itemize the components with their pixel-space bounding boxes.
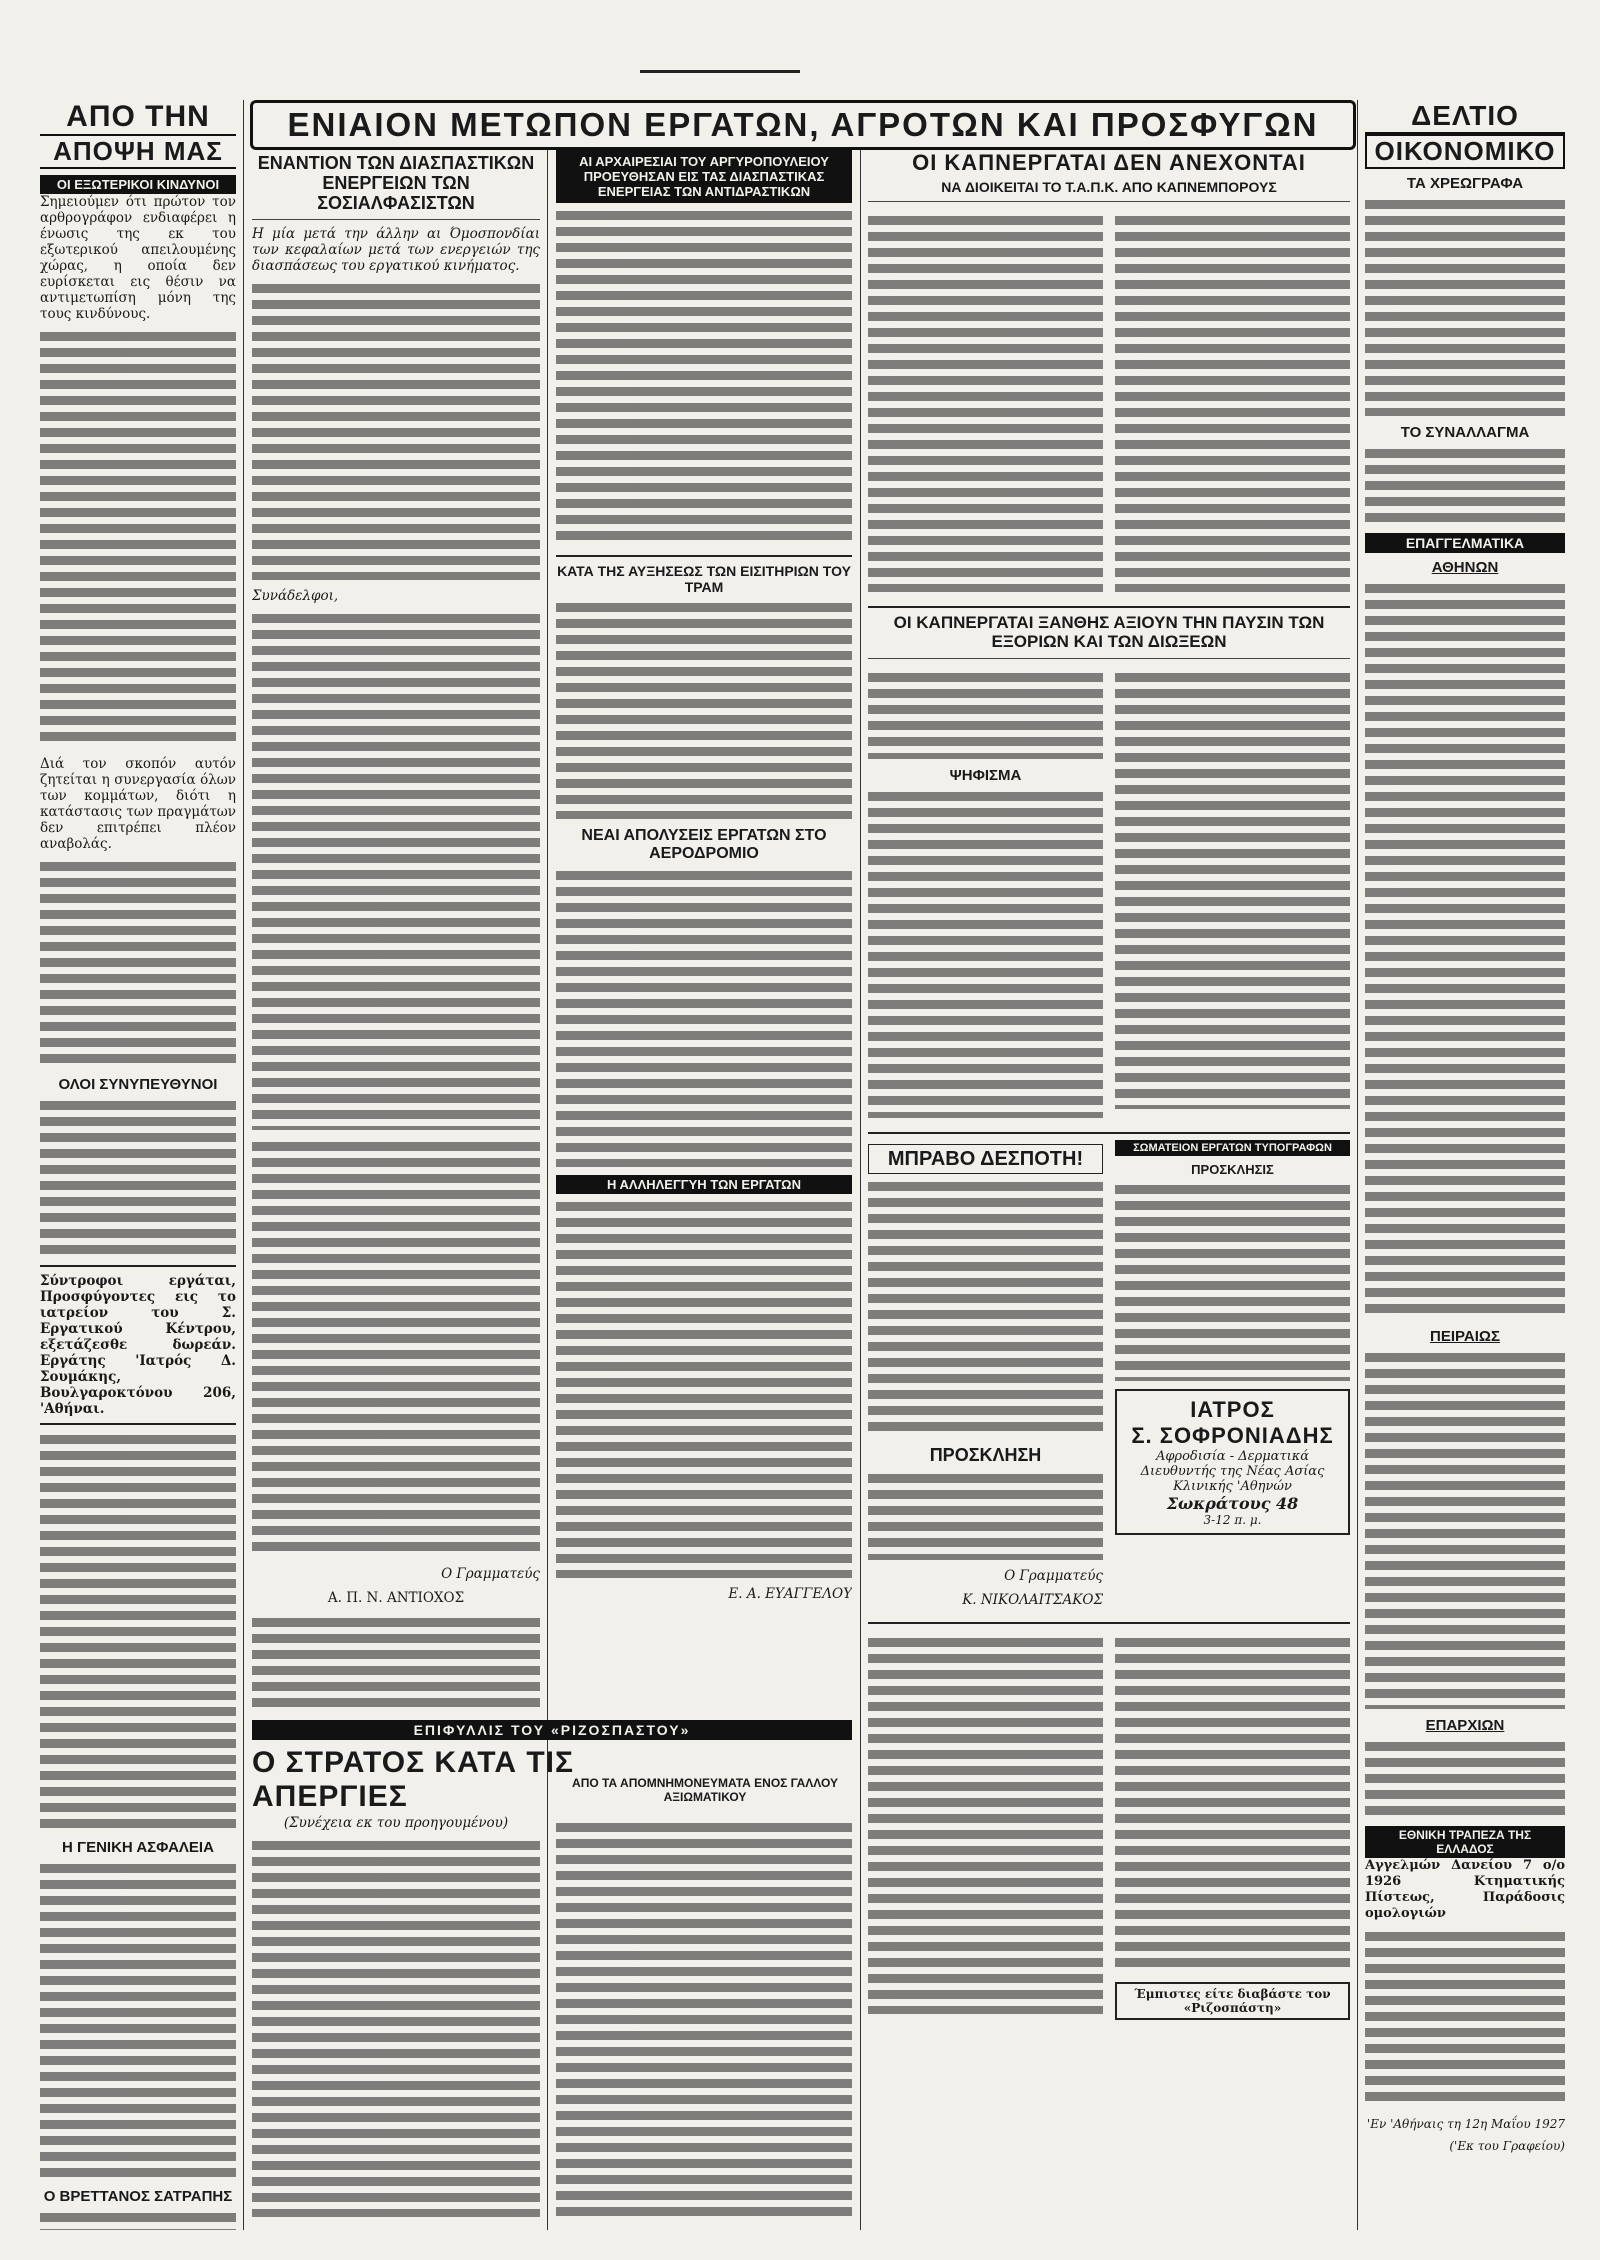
- ad-line: Διευθυντής της Νέας Ασίας: [1140, 1463, 1325, 1479]
- column-rule: [1357, 100, 1358, 2230]
- column-4: [868, 150, 1350, 2230]
- section-heading: ΤΑ ΧΡΕΩΓΡΑΦΑ: [1406, 175, 1524, 192]
- column-rule: [860, 100, 861, 2230]
- ad-title: ΙΑΤΡΟΣ: [1190, 1396, 1275, 1422]
- article-title: ΕΝΑΝΤΙΟΝ ΤΩΝ ΔΙΑΣΠΑΣΤΙΚΩΝ ΕΝΕΡΓΕΙΩΝ ΤΩΝ ΣΟΣΙΑΛΦΑΣΙΣΤΩΝ: [257, 153, 535, 213]
- body-col: [868, 665, 1103, 1126]
- section-heading: Η ΓΕΝΙΚΗ ΑΣΦΑΛΕΙΑ: [62, 1839, 214, 1856]
- article-title: ΑΙ ΑΡΧΑΙΡΕΣΙΑΙ ΤΟΥ ΑΡΓΥΡΟΠΟΥΛΕΙΟΥ ΠΡΟΕΥΘΗΣΑΝ ΕΙΣ ΤΑΣ ΔΙΑΣΠΑΣΤΙΚΑΣ ΕΝΕΡΓΕΙΑΣ ΤΩΝ ΑΝΤΙΔΡΑΣΤΙΚΩΝ: [556, 150, 852, 203]
- serial-subtitle-box: [560, 1770, 850, 1808]
- section-heading: ΠΕΙΡΑΙΩΣ: [1430, 1328, 1500, 1345]
- article-body: [252, 1614, 540, 1714]
- article-body: [40, 1860, 236, 2180]
- section-heading: ΟΛΟΙ ΣΥΝΥΠΕΥΘΥΝΟΙ: [58, 1076, 218, 1093]
- article-title: ΟΙ ΚΑΠΝΕΡΓΑΤΑΙ ΔΕΝ ΑΝΕΧΟΝΤΑΙ: [912, 150, 1306, 175]
- section-heading: ΕΠΑΓΓΕΛΜΑΤΙΚΑ: [1365, 533, 1565, 553]
- main-banner: ΕΝΙΑΙΟΝ ΜΕΤΩΠΟΝ ΕΡΓΑΤΩΝ, ΑΓΡΟΤΩΝ ΚΑΙ ΠΡΟΣΦΥΓΩΝ: [250, 100, 1356, 150]
- serial-body-left: [252, 1815, 540, 2225]
- body-col: [868, 1140, 1103, 1616]
- article-title: ΜΠΡΑΒΟ ΔΕΣΠΟΤΗ!: [868, 1144, 1103, 1174]
- ad-line: Αφροδισία - Δερματικά: [1155, 1448, 1310, 1464]
- section-heading: ΠΡΟΣΚΛΗΣΗ: [929, 1444, 1042, 1465]
- ad-line: Κλινικής 'Αθηνών: [1173, 1478, 1292, 1494]
- article-body: [556, 867, 852, 1167]
- serial-title: Ο ΣΤΡΑΤΟΣ ΚΑΤΑ ΤΙΣ ΑΠΕΡΓΙΕΣ: [252, 1746, 575, 1813]
- section-heading: ΤΟ ΣΥΝΑΛΛΑΓΜΑ: [1400, 424, 1530, 441]
- divider: [868, 1622, 1350, 1624]
- article-body: [252, 1138, 540, 1558]
- article-paragraph: Διά τον σκοπόν αυτόν ζητείται η συνεργασία όλων των κομμάτων, διότι η κατάστασις των πραγμάτων δεν επιτρέπει πλέον αναβολάς.: [40, 756, 236, 852]
- article-lead: Η μία μετά την άλλην αι Όμοσπονδίαι των κεφαλαίων μετά των ενεργειών της διασπάσεως του εργατικού κινήματος.: [252, 226, 540, 275]
- right-title-line1: ΔΕΛΤΙΟ: [1365, 100, 1565, 134]
- signature-name: Κ. ΝΙΚΟΛΑΙΤΣΑΚΟΣ: [962, 1591, 1103, 1608]
- article-body: [556, 1819, 852, 2219]
- doctor-ad: [1115, 1389, 1350, 1535]
- article-body: [868, 1178, 1103, 1438]
- section-heading: ΟΙ ΕΞΩΤΕΡΙΚΟΙ ΚΙΝΔΥΝΟΙ: [40, 175, 236, 194]
- article-body: [556, 599, 852, 819]
- section-heading: ΣΩΜΑΤΕΙΟΝ ΕΡΓΑΤΩΝ ΤΥΠΟΓΡΑΦΩΝ: [1115, 1140, 1350, 1156]
- column-rule: [243, 100, 244, 2230]
- article-quote: Συνάδελφοι,: [252, 588, 339, 605]
- article-title: ΟΙ ΚΑΠΝΕΡΓΑΤΑΙ ΞΑΝΘΗΣ ΑΞΙΟΥΝ ΤΗΝ ΠΑΥΣΙΝ ΤΩΝ ΕΞΟΡΙΩΝ ΚΑΙ ΤΩΝ ΔΙΩΞΕΩΝ: [893, 613, 1325, 652]
- serial-subtitle: ΑΠΟ ΤΑ ΑΠΟΜΝΗΜΟΝΕΥΜΑΤΑ ΕΝΟΣ ΓΑΛΛΟΥ ΑΞΙΩΜΑΤΙΚΟΥ: [572, 1776, 838, 1804]
- article-paragraph: Σημειούμεν ότι πρώτον τον αρθρογράφον ενδιαφέρει η ένωσις της εκ του εξωτερικού απειλουμένης χώρας, η οποία δεν ευρίσκεται εις θέσιν να αντιμετωπίση μόνη της τους κινδύνους.: [40, 194, 236, 322]
- article-body: [1115, 212, 1350, 592]
- divider: [868, 1132, 1350, 1134]
- section-heading: ΕΠΑΡΧΙΩΝ: [1425, 1717, 1505, 1734]
- section-heading: ΨΗΦΙΣΜΑ: [949, 766, 1022, 784]
- left-title-line2: ΑΠΟΨΗ ΜΑΣ: [40, 136, 236, 169]
- divider: [868, 201, 1350, 202]
- column-3: [556, 150, 852, 1710]
- column-rule: [547, 100, 548, 2230]
- article-body: [556, 207, 852, 547]
- article-body: [1365, 1928, 1565, 2108]
- signature-name: Α. Π. Ν. ΑΝΤΙΟΧΟΣ: [327, 1590, 465, 1607]
- section-heading: ΑΘΗΝΩΝ: [1431, 559, 1499, 576]
- left-title-line1: ΑΠΟ ΤΗΝ: [40, 100, 236, 136]
- article-body: [252, 1837, 540, 2217]
- divider: [40, 1265, 236, 1267]
- article-body: [868, 1470, 1103, 1560]
- divider: [868, 658, 1350, 659]
- two-col-body: [868, 665, 1350, 1126]
- article-body: [1365, 580, 1565, 1320]
- article-subtitle: Αγγελμών Δανείου 7 ο/ο 1926 Κτηματικής Πίστεως, Παράδοσις ομολογιών: [1365, 1858, 1565, 1921]
- article-body: [1365, 445, 1565, 525]
- article-body: [868, 788, 1103, 1118]
- signature: Ο Γραμματεύς: [441, 1566, 540, 1583]
- right-title-line2: ΟΙΚΟΝΟΜΙΚΟ: [1365, 134, 1565, 169]
- divider: [252, 219, 540, 220]
- body-col: [1115, 665, 1350, 1126]
- office-line: ('Εκ του Γραφείου): [1449, 2139, 1565, 2153]
- article-body: [252, 280, 540, 580]
- ad-address: Σωκράτους 48: [1166, 1493, 1299, 1513]
- ad-hours: 3-12 π. μ.: [1203, 1512, 1262, 1527]
- article-body: [40, 858, 236, 1068]
- divider: [556, 555, 852, 557]
- article-body: [1115, 1634, 1350, 1974]
- article-body: [868, 1634, 1103, 2014]
- article-body: [40, 2209, 236, 2230]
- article-body: [868, 669, 1103, 759]
- section-heading: ΠΡΟΣΚΛΗΣΙΣ: [1191, 1161, 1274, 1177]
- article-body: [1365, 196, 1565, 416]
- footer-notice: Έμπιστες είτε διαβάστε τον «Ριζοσπάστη»: [1115, 1982, 1350, 2020]
- top-rule: [640, 70, 800, 73]
- article-subtitle: ΝΑ ΔΙΟΙΚΕΙΤΑΙ ΤΟ Τ.Α.Π.Κ. ΑΠΟ ΚΑΠΝΕΜΠΟΡΟΥΣ: [941, 179, 1277, 195]
- ad-name: Σ. ΣΟΦΡΟΝΙΑΔΗΣ: [1131, 1422, 1334, 1448]
- serial-continuation: (Συνέχεια εκ του προηγουμένου): [283, 1815, 509, 1831]
- serial-body-right: [556, 1815, 852, 2225]
- article-title: Η ΑΛΛΗΛΕΓΓΥΗ ΤΩΝ ΕΡΓΑΤΩΝ: [556, 1175, 852, 1194]
- article-body: [252, 610, 540, 1130]
- signature-name: Ε. Α. ΕΥΑΓΓΕΛΟΥ: [728, 1586, 852, 1602]
- article-body: [40, 1431, 236, 1831]
- divider: [868, 606, 1350, 608]
- article-body: [1365, 1738, 1565, 1818]
- section-heading: ΕΘΝΙΚΗ ΤΡΑΠΕΖΑ ΤΗΣ ΕΛΛΑΔΟΣ: [1365, 1826, 1565, 1858]
- body-col: [1115, 1630, 1350, 2028]
- article-body: [40, 328, 236, 748]
- signature: Ο Γραμματεύς: [1004, 1567, 1103, 1584]
- body-col: [868, 208, 1103, 600]
- body-col: [868, 1630, 1103, 2028]
- article-body: [556, 1198, 852, 1578]
- article-body: [868, 212, 1103, 592]
- two-col-body: [868, 1630, 1350, 2028]
- body-col: [1115, 1140, 1350, 1616]
- divider: [40, 1423, 236, 1425]
- article-body: [1365, 1349, 1565, 1709]
- column-right: [1365, 100, 1565, 2230]
- article-title: ΚΑΤΑ ΤΗΣ ΑΥΞΗΣΕΩΣ ΤΩΝ ΕΙΣΙΤΗΡΙΩΝ ΤΟΥ ΤΡΑΜ: [557, 563, 851, 595]
- two-col-body: [868, 1140, 1350, 1616]
- article-body: [1115, 669, 1350, 1109]
- article-title: ΝΕΑΙ ΑΠΟΛΥΣΕΙΣ ΕΡΓΑΤΩΝ ΣΤΟ ΑΕΡΟΔΡΟΜΙΟ: [581, 827, 827, 862]
- section-heading: Ο ΒΡΕΤΤΑΝΟΣ ΣΑΤΡΑΠΗΣ: [43, 2188, 233, 2205]
- column-left: [40, 100, 236, 2230]
- article-body: [40, 1097, 236, 1257]
- body-col: [1115, 208, 1350, 600]
- article-body: [1115, 1181, 1350, 1381]
- boxed-notice: Σύντροφοι εργάται, Προσφύγοντες εις το ιατρείον του Σ. Εργατικού Κέντρου, εξετάζεσθε δωρεάν. Εργάτης 'Ιατρός Δ. Σουμάκης, Βουλγαροκτόνου 206, 'Αθήναι.: [40, 1273, 236, 1417]
- dateline: 'Εν 'Αθήναις τη 12η Μαΐου 1927: [1366, 2117, 1565, 2131]
- serial-banner: ΕΠΙΦΥΛΛΙΣ ΤΟΥ «ΡΙΖΟΣΠΑΣΤΟΥ»: [252, 1720, 852, 1740]
- two-col-body: [868, 208, 1350, 600]
